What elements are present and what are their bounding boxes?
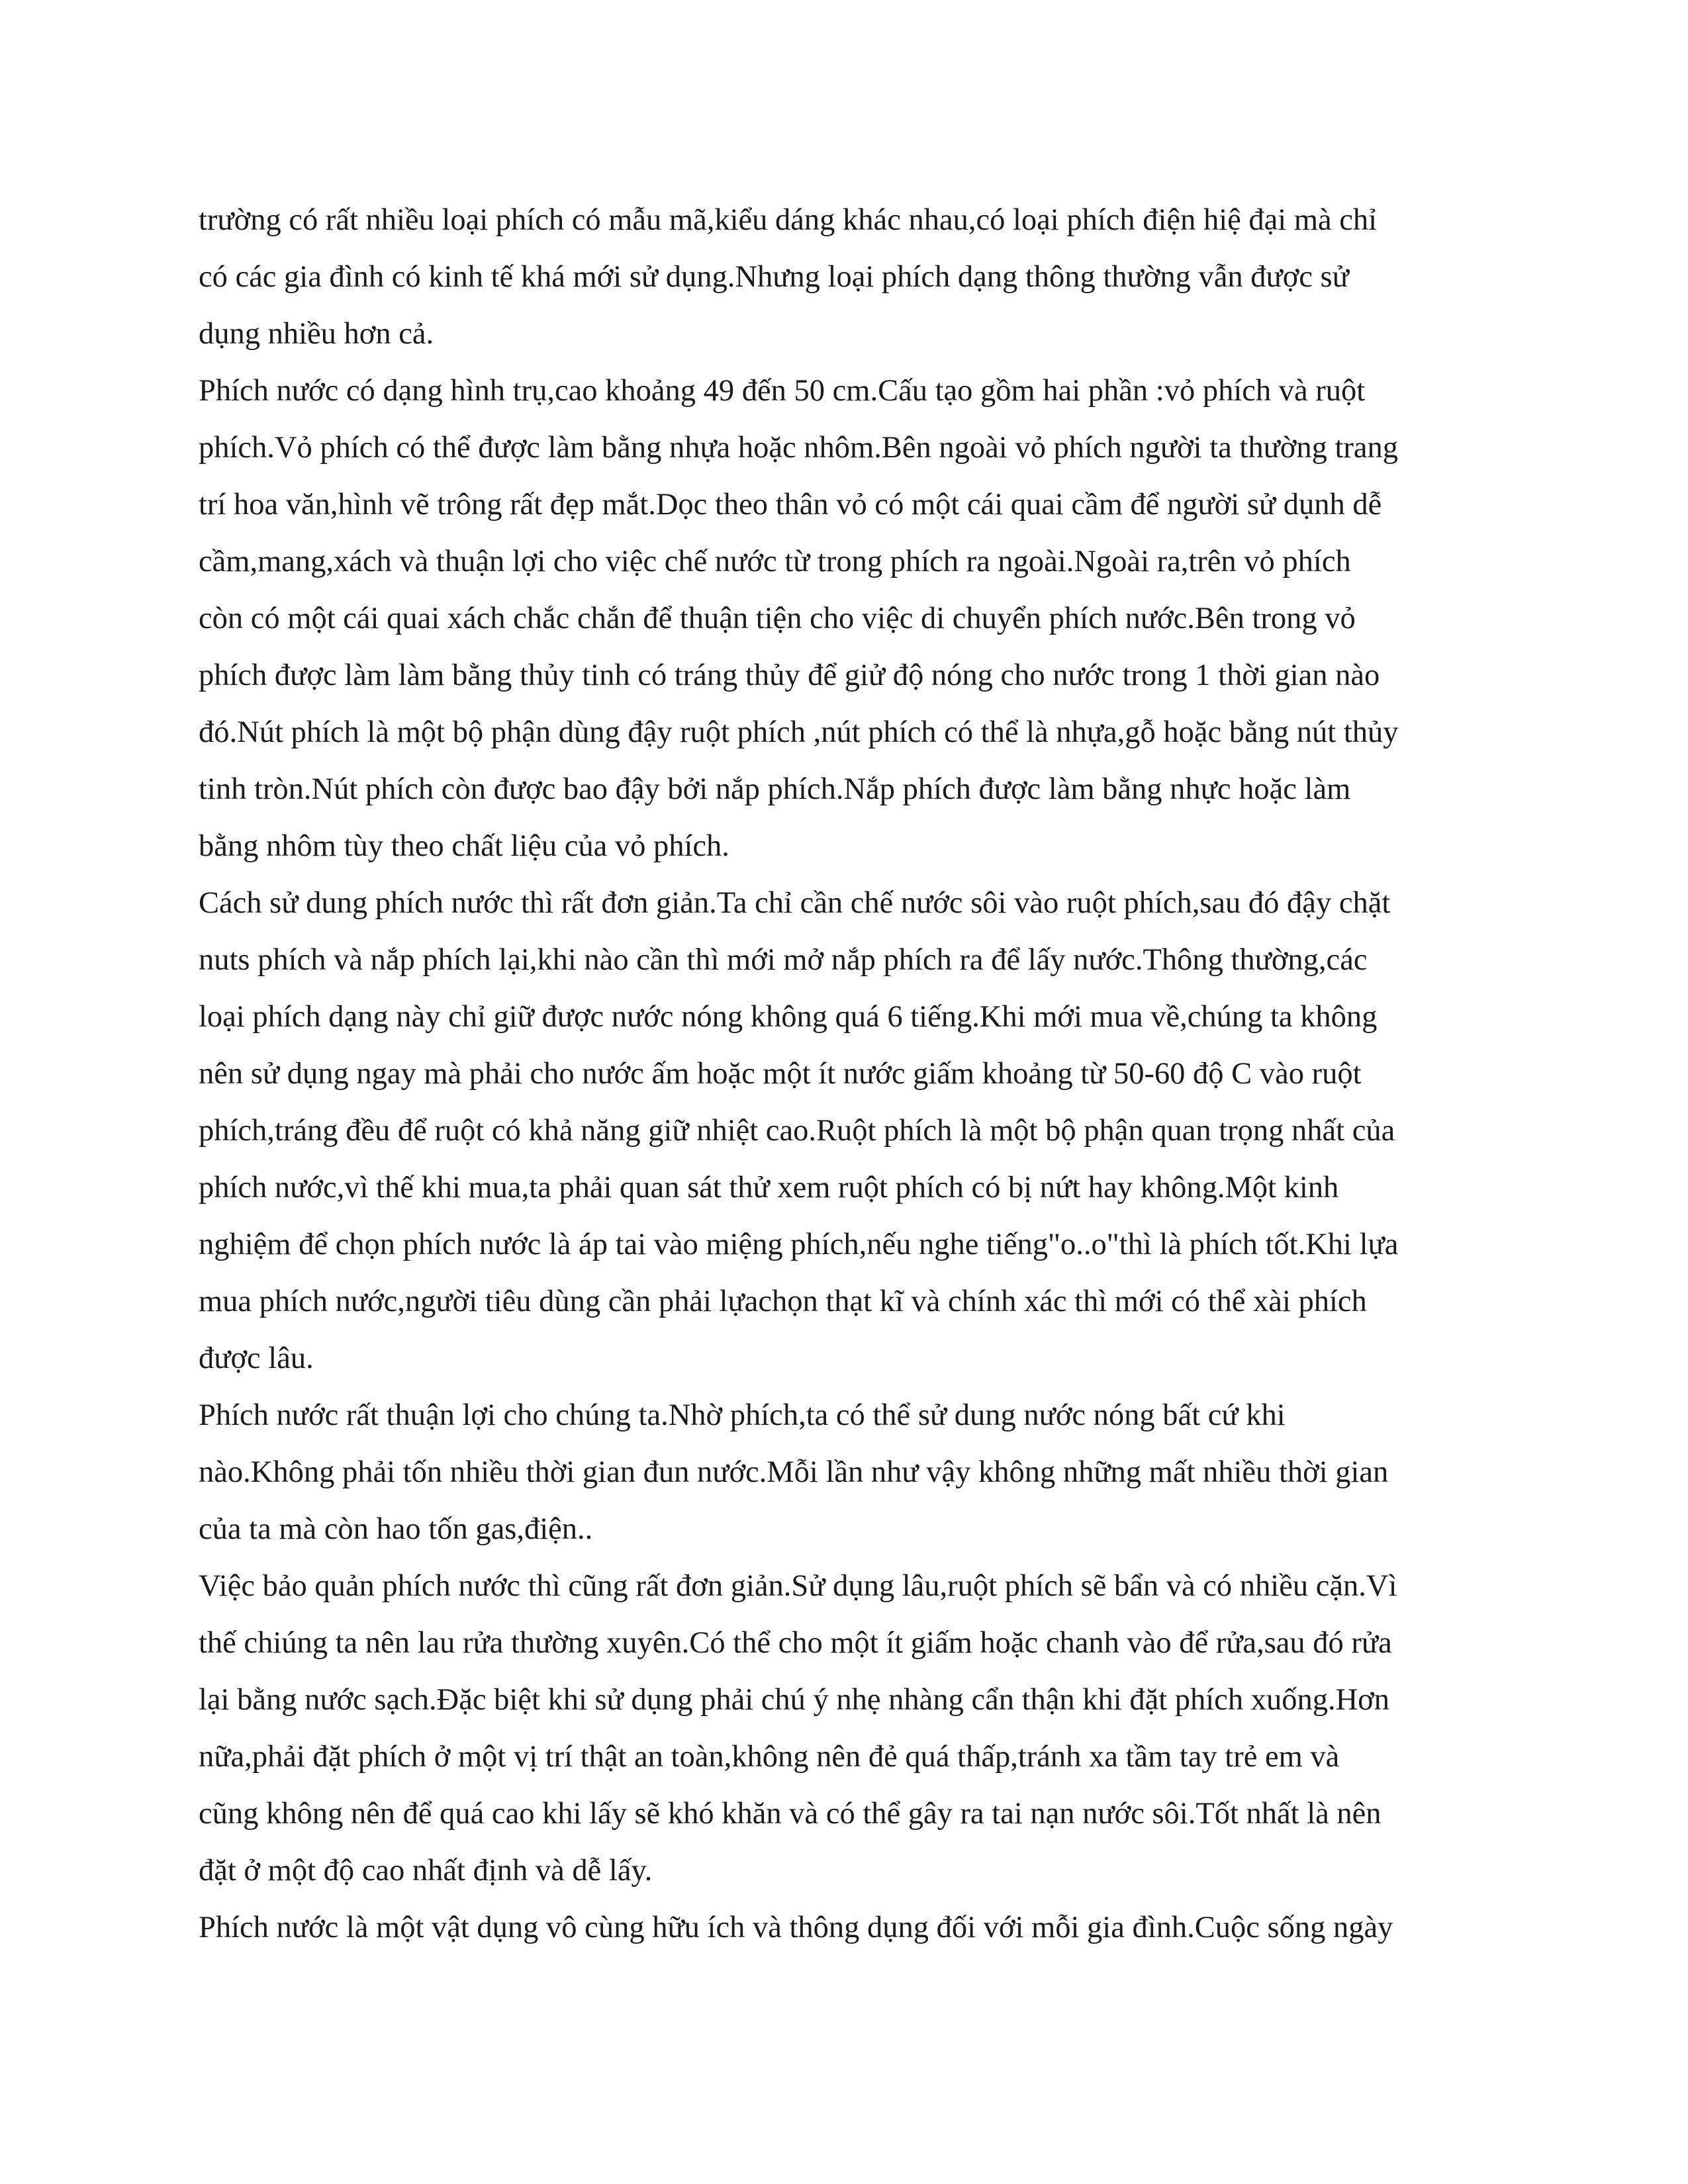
text-line: trường có rất nhiều loại phích có mẫu mã,kiểu dáng khác nhau,có loại phích điện hiệ đại mà chỉ xyxy=(199,203,1378,237)
text-line: được lâu. xyxy=(199,1342,314,1375)
text-line: mua phích nước,người tiêu dùng cần phải lựachọn thạt kĩ và chính xác thì mới có thể xài phích xyxy=(199,1285,1367,1318)
text-line: Phích nước có dạng hình trụ,cao khoảng 49 đến 50 cm.Cấu tạo gồm hai phần :vỏ phích và ruột xyxy=(199,374,1366,408)
text-line: dụng nhiều hơn cả. xyxy=(199,317,434,351)
text-line: lại bằng nước sạch.Đặc biệt khi sử dụng phải chú ý nhẹ nhàng cẩn thận khi đặt phích xuống.Hơn xyxy=(199,1683,1389,1717)
text-line: còn có một cái quai xách chắc chắn để thuận tiện cho việc di chuyển phích nước.Bên trong vỏ xyxy=(199,602,1356,635)
text-line: tinh tròn.Nút phích còn được bao đậy bởi nắp phích.Nắp phích được làm bằng nhực hoặc làm xyxy=(199,772,1351,806)
text-line: phích được làm làm bằng thủy tinh có tráng thủy để giử độ nóng cho nước trong 1 thời gian nào xyxy=(199,659,1380,692)
text-line: thế chiúng ta nên lau rửa thường xuyên.Có thể cho một ít giấm hoặc chanh vào để rửa,sau đó rửa xyxy=(199,1626,1392,1660)
text-line: trí hoa văn,hình vẽ trông rất đẹp mắt.Dọc theo thân vỏ có một cái quai cầm để người sử dụnh dễ xyxy=(199,488,1382,522)
text-line: phích,tráng đều để ruột có khả năng giữ nhiệt cao.Ruột phích là một bộ phận quan trọng nhất của xyxy=(199,1114,1395,1148)
text-line: Việc bảo quản phích nước thì cũng rất đơn giản.Sử dụng lâu,ruột phích sẽ bẩn và có nhiều cặn.Vì xyxy=(199,1569,1397,1603)
text-line: cũng không nên để quá cao khi lấy sẽ khó khăn và có thể gây ra tai nạn nước sôi.Tốt nhất là nên xyxy=(199,1797,1382,1831)
text-line: đặt ở một độ cao nhất định và dễ lấy. xyxy=(199,1854,653,1888)
text-line: bằng nhôm tùy theo chất liệu của vỏ phích. xyxy=(199,829,729,863)
text-line: nào.Không phải tốn nhiều thời gian đun nước.Mỗi lần như vậy không những mất nhiều thời gian xyxy=(199,1455,1389,1489)
text-line: cầm,mang,xách và thuận lợi cho việc chế nước từ trong phích ra ngoài.Ngoài ra,trên vỏ phích xyxy=(199,545,1351,578)
text-line: nuts phích và nắp phích lại,khi nào cần thì mới mở nắp phích ra để lấy nước.Thông thường,các xyxy=(199,943,1368,977)
text-line: đó.Nút phích là một bộ phận dùng đậy ruột phích ,nút phích có thể là nhựa,gỗ hoặc bằng nút thủy xyxy=(199,715,1399,749)
text-line: phích nước,vì thế khi mua,ta phải quan sát thử xem ruột phích có bị nứt hay không.Một kinh xyxy=(199,1171,1339,1205)
text-line: nữa,phải đặt phích ở một vị trí thật an toàn,không nên đẻ quá thấp,tránh xa tầm tay trẻ em và xyxy=(199,1740,1340,1774)
text-line: Phích nước là một vật dụng vô cùng hữu ích và thông dụng đối với mỗi gia đình.Cuộc sống ngày xyxy=(199,1911,1393,1944)
text-line: nên sử dụng ngay mà phải cho nước ấm hoặc một ít nước giấm khoảng từ 50-60 độ C vào ruột xyxy=(199,1057,1362,1091)
text-line: nghiệm để chọn phích nước là áp tai vào miệng phích,nếu nghe tiếng"o..o"thì là phích tốt.Khi lựa xyxy=(199,1228,1399,1261)
text-line: Cách sử dung phích nước thì rất đơn giản.Ta chỉ cần chế nước sôi vào ruột phích,sau đó đậy chặt xyxy=(199,886,1391,920)
text-line: Phích nước rất thuận lợi cho chúng ta.Nhờ phích,ta có thể sử dung nước nóng bất cứ khi xyxy=(199,1398,1286,1432)
body-text xyxy=(199,192,1496,1956)
text-line: của ta mà còn hao tốn gas,điện.. xyxy=(199,1512,593,1546)
text-line: loại phích dạng này chỉ giữ được nước nóng không quá 6 tiếng.Khi mới mua về,chúng ta không xyxy=(199,1000,1378,1034)
text-line: có các gia đình có kinh tế khá mới sử dụng.Nhưng loại phích dạng thông thường vẫn được sử xyxy=(199,260,1349,294)
text-line: phích.Vỏ phích có thể được làm bằng nhựa hoặc nhôm.Bên ngoài vỏ phích người ta thường trang xyxy=(199,431,1399,465)
